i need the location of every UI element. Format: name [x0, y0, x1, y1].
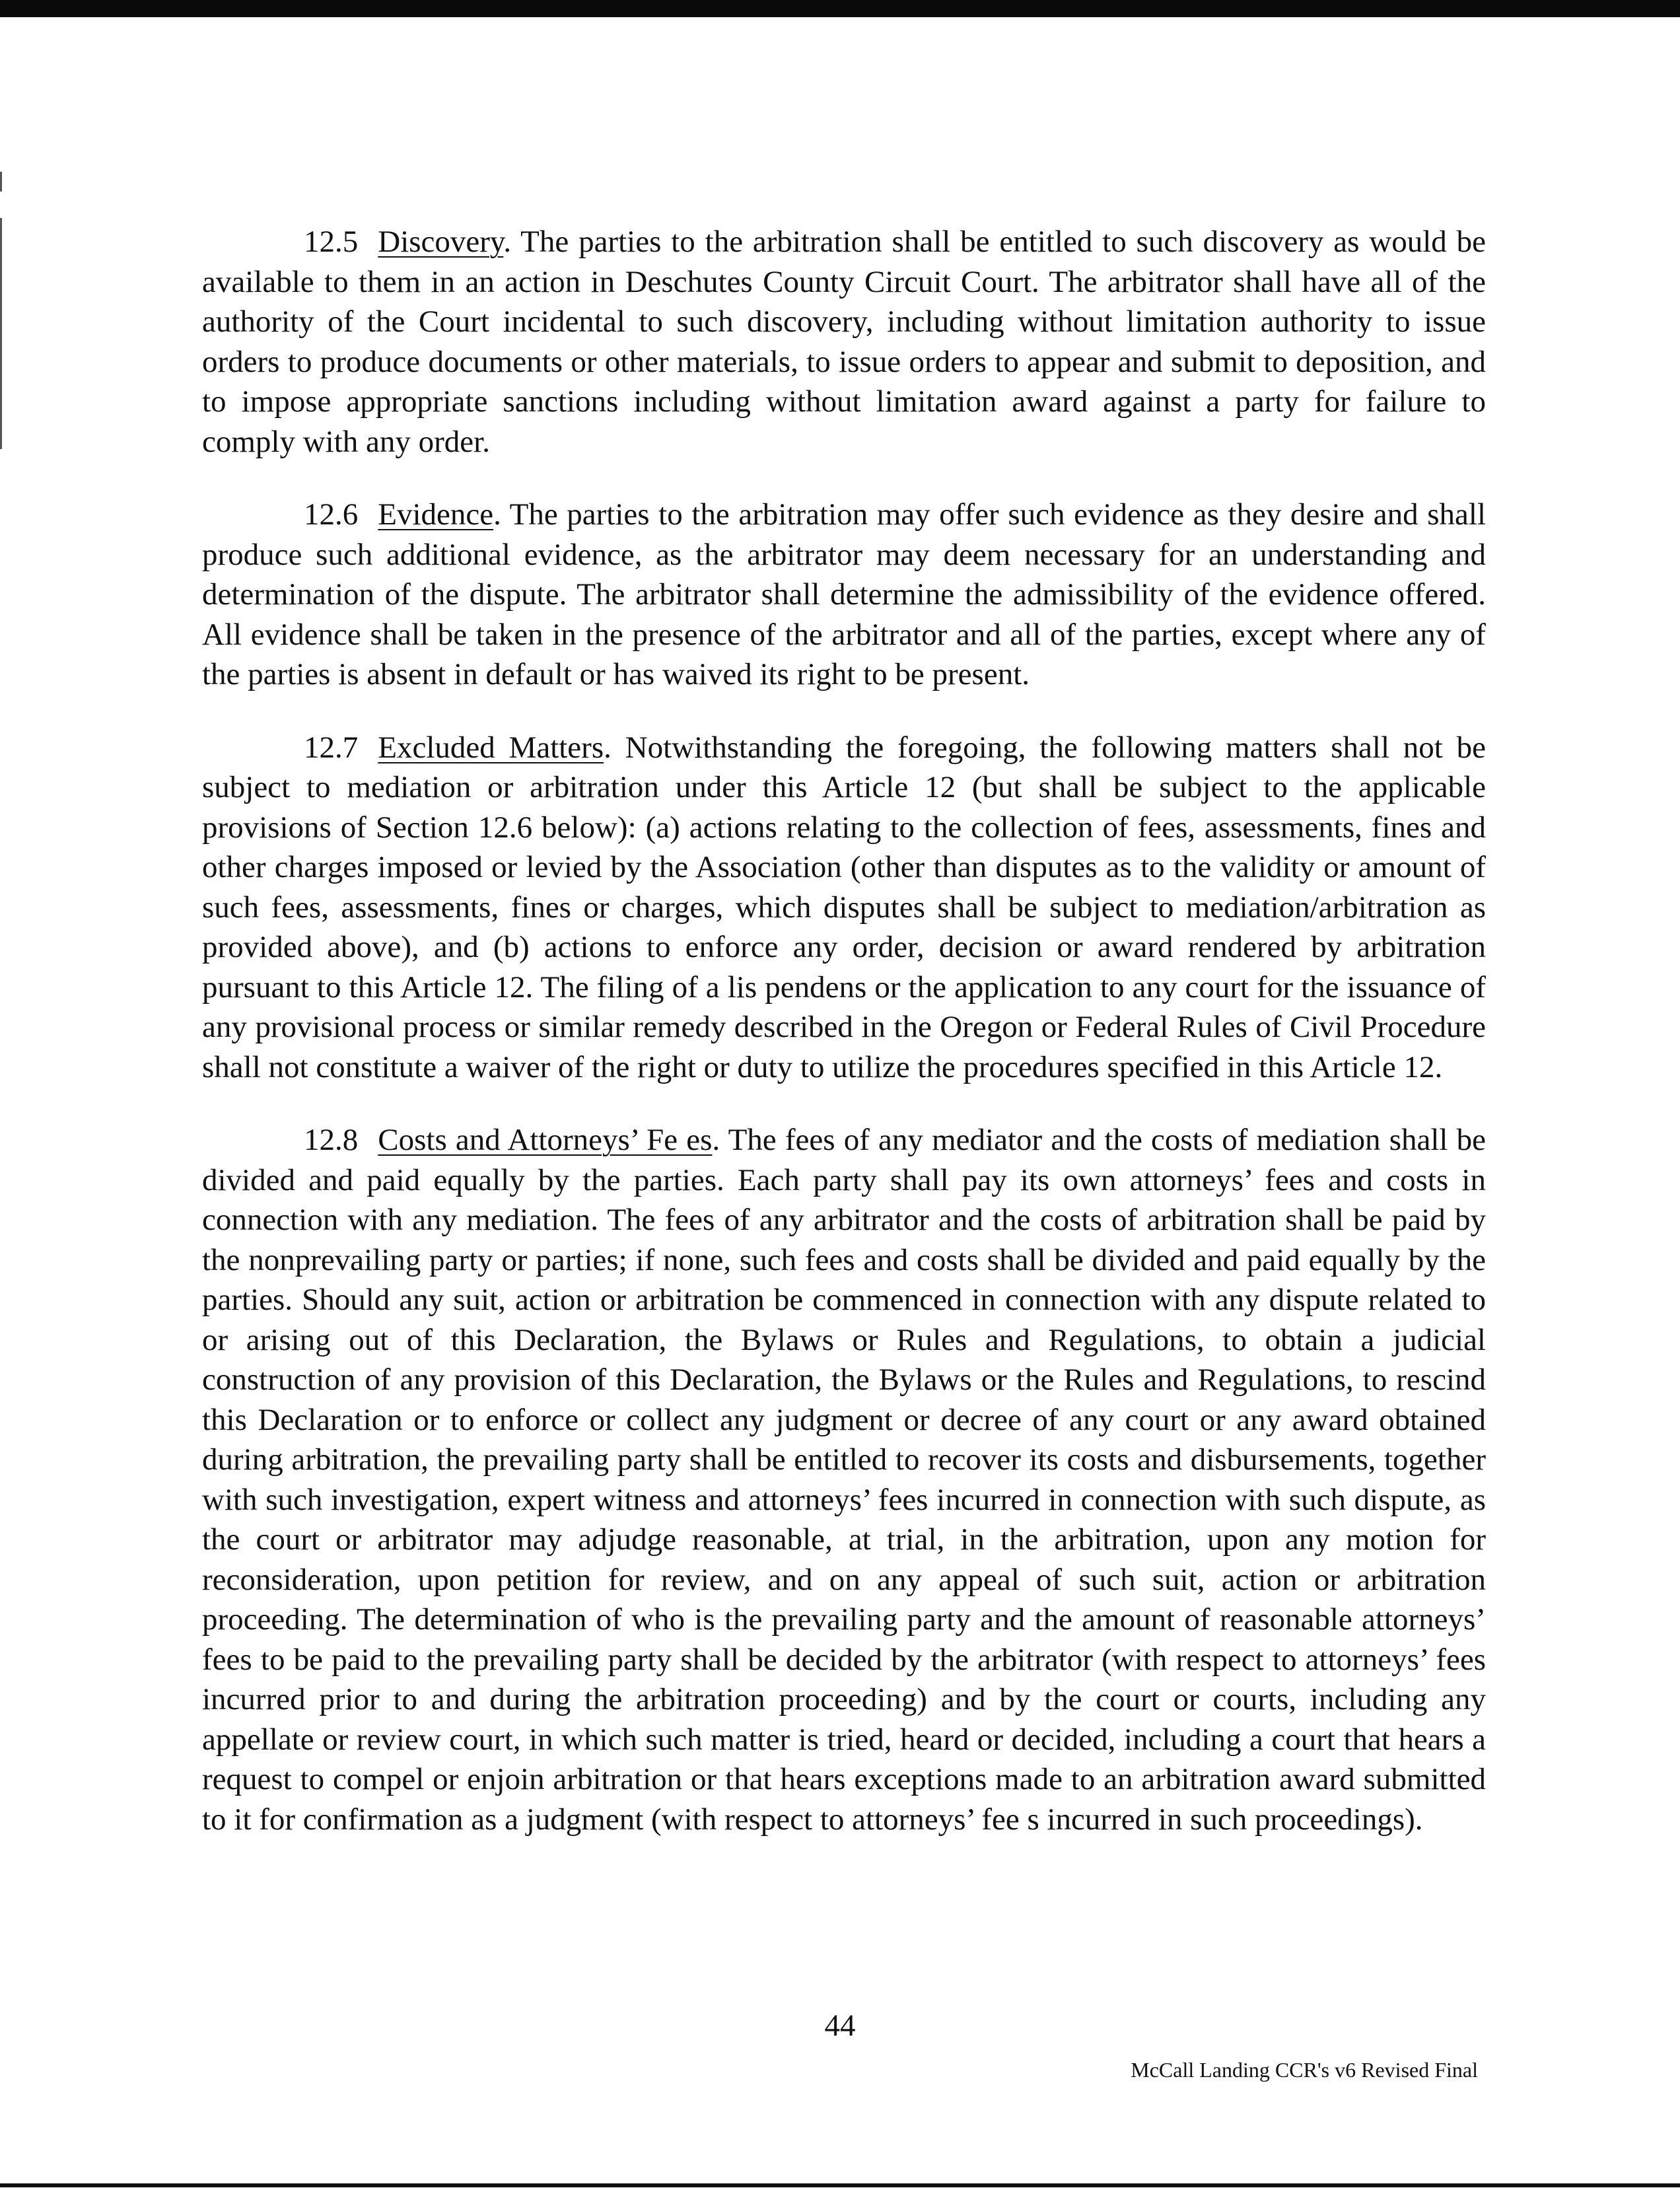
section-number: 12.7 [304, 730, 359, 765]
section-text: Notwithstanding the foregoing, the following matters shall not be subject to mediation or arbitration under this Article 12 (but shall be subject to the applicable provisions of Section 12.6 below): (a) actions relating to the collection of fees, assessments, fines and other charges imposed or levied by the Association (other than disputes as to the validity or amount of such fees, assessments, fines or charges, which disputes shall be subject to mediation/arbitration as provided above), and (b) actions to enforce any order, decision or award rendered by arbitration pursuant to this Article 12. The filing of a lis pendens or the application to any court for the issuance of any provisional process or similar remedy described in the Oregon or Federal Rules of Civil Procedure shall not constitute a waiver of the right or duty to utilize the procedures specified in this Article 12. [202, 730, 1487, 1084]
section-title: Excluded Matters [378, 730, 604, 765]
section-title: Discovery [378, 225, 504, 259]
section-number: 12.8 [304, 1123, 359, 1157]
section-12-8: 12.8 Costs and Attorneys’ Fe es. The fees of any mediator and the costs of mediation shall be divided and paid equally by the parties. Each party shall pay its own attorneys’ fees and costs in connection with any mediation. The fees of any arbitrator and the costs of arbitration shall be paid by the nonprevailing party or parties; if none, such fees and costs shall be divided and paid equally by the parties. Should any suit, action or arbitration be commenced in connection with any dispute related to or arising out of this Declaration, the Bylaws or Rules and Regulations, to obtain a judicial construction of any provision of this Declaration, the Bylaws or the Rules and Regulations, to rescind this Declaration or to enforce or collect any judgment or decree of any court or any award obtained during arbitration, the prevailing party shall be entitled to recover its costs and disbursements, together with such investigation, expert witness and attorneys’ fees incurred in connection with such dispute, as the court or arbitrator may adjudge reasonable, at trial, in the arbitration, upon any motion for reconsideration, upon petition for review, and on any appeal of such suit, action or arbitration proceeding. The determination of who is the prevailing party and the amount of reasonable attorneys’ fees to be paid to the prevailing party shall be decided by the arbitrator (with respect to attorneys’ fees incurred prior to and during the arbitration proceeding) and by the court or courts, including any appellate or review court, in which such matter is tried, heard or decided, including a court that hears a request to compel or enjoin arbitration or that hears exceptions made to an arbitration award submitted to it for confirmation as a judgment (with respect to attorneys’ fee s incurred in such proceedings). [202, 1120, 1486, 1839]
section-12-7: 12.7 Excluded Matters. Notwithstanding the foregoing, the following matters shall not be subject to mediation or arbitration under this Article 12 (but shall be subject to the applicable provisions of Section 12.6 below): (a) actions relating to the collection of fees, assessments, fines and other charges imposed or levied by the Association (other than disputes as to the validity or amount of such fees, assessments, fines or charges, which disputes shall be subject to mediation/arbitration as provided above), and (b) actions to enforce any order, decision or award rendered by arbitration pursuant to this Article 12. The filing of a lis pendens or the application to any court for the issuance of any provisional process or similar remedy described in the Oregon or Federal Rules of Civil Procedure shall not constitute a waiver of the right or duty to utilize the procedures specified in this Article 12. [202, 728, 1486, 1088]
section-title: Evidence [378, 497, 494, 532]
section-title: Costs and Attorneys’ Fe es [378, 1123, 713, 1157]
section-number: 12.6 [304, 497, 359, 532]
section-12-5: 12.5 Discovery. The parties to the arbitration shall be entitled to such discovery as would be available to them in an action in Deschutes County Circuit Court. The arbitrator shall have all of the authority of the Court incidental to such discovery, including without limitation authority to issue orders to produce documents or other materials, to issue orders to appear and submit to deposition, and to impose appropriate sanctions including without limitation award against a party for failure to comply with any order. [202, 222, 1486, 462]
section-text: The fees of any mediator and the costs of mediation shall be divided and paid equally by the parties. Each party shall pay its own attorneys’ fees and costs in connection with any mediation. The fees of any arbitrator and the costs of arbitration shall be paid by the nonprevailing party or parties; if none, such fees and costs shall be divided and paid equally by the parties. Should any suit, action or arbitration be commenced in connection with any dispute related to or arising out of this Declaration, the Bylaws or Rules and Regulations, to obtain a judicial construction of any provision of this Declaration, the Bylaws or the Rules and Regulations, to rescind this Declaration or to enforce or collect any judgment or decree of any court or any award obtained during arbitration, the prevailing party shall be entitled to recover its costs and disbursements, together with such investigation, expert witness and attorneys’ fees incurred in connection with such dispute, as the court or arbitrator may adjudge reasonable, at trial, in the arbitration, upon any motion for reconsideration, upon petition for review, and on any appeal of such suit, action or arbitration proceeding. The determination of who is the prevailing party and the amount of reasonable attorneys’ fees to be paid to the prevailing party shall be decided by the arbitrator (with respect to attorneys’ fees incurred prior to and during the arbitration proceeding) and by the court or courts, including any appellate or review court, in which such matter is tried, heard or decided, including a court that hears a request to compel or enjoin arbitration or that hears exceptions made to an arbitration award submitted to it for confirmation as a judgment (with respect to attorneys’ fee s incurred in such proceedings). [202, 1123, 1487, 1837]
scan-bottom-border [0, 2183, 1680, 2187]
scan-top-border [0, 0, 1680, 17]
section-12-6: 12.6 Evidence. The parties to the arbitration may offer such evidence as they desire and shall produce such additional evidence, as the arbitrator may deem necessary for an understanding and determination of the dispute. The arbitrator shall determine the admissibility of the evidence offered. All evidence shall be taken in the presence of the arbitrator and all of the parties, except where any of the parties is absent in default or has waived its right to be present. [202, 495, 1486, 695]
section-text: The parties to the arbitration shall be entitled to such discovery as would be available to them in an action in Deschutes County Circuit Court. The arbitrator shall have all of the authority of the Court incidental to such discovery, including without limitation authority to issue orders to produce documents or other materials, to issue orders to appear and submit to deposition, and to impose appropriate sanctions including without limitation award against a party for failure to comply with any order. [202, 225, 1486, 459]
page-number: 44 [824, 2008, 856, 2043]
section-text: The parties to the arbitration may offer such evidence as they desire and shall produce such additional evidence, as the arbitrator may deem necessary for an understanding and determination of the dispute. The arbitrator shall determine the admissibility of the evidence offered. All evidence shall be taken in the presence of the arbitrator and all of the parties, except where any of the parties is absent in default or has waived its right to be present. [202, 497, 1487, 691]
scan-edge-mark [0, 218, 2, 449]
section-number: 12.5 [304, 225, 359, 259]
document-footer: McCall Landing CCR's v6 Revised Final [1131, 2058, 1478, 2082]
scan-edge-mark [0, 172, 2, 192]
document-body [202, 222, 1486, 1872]
